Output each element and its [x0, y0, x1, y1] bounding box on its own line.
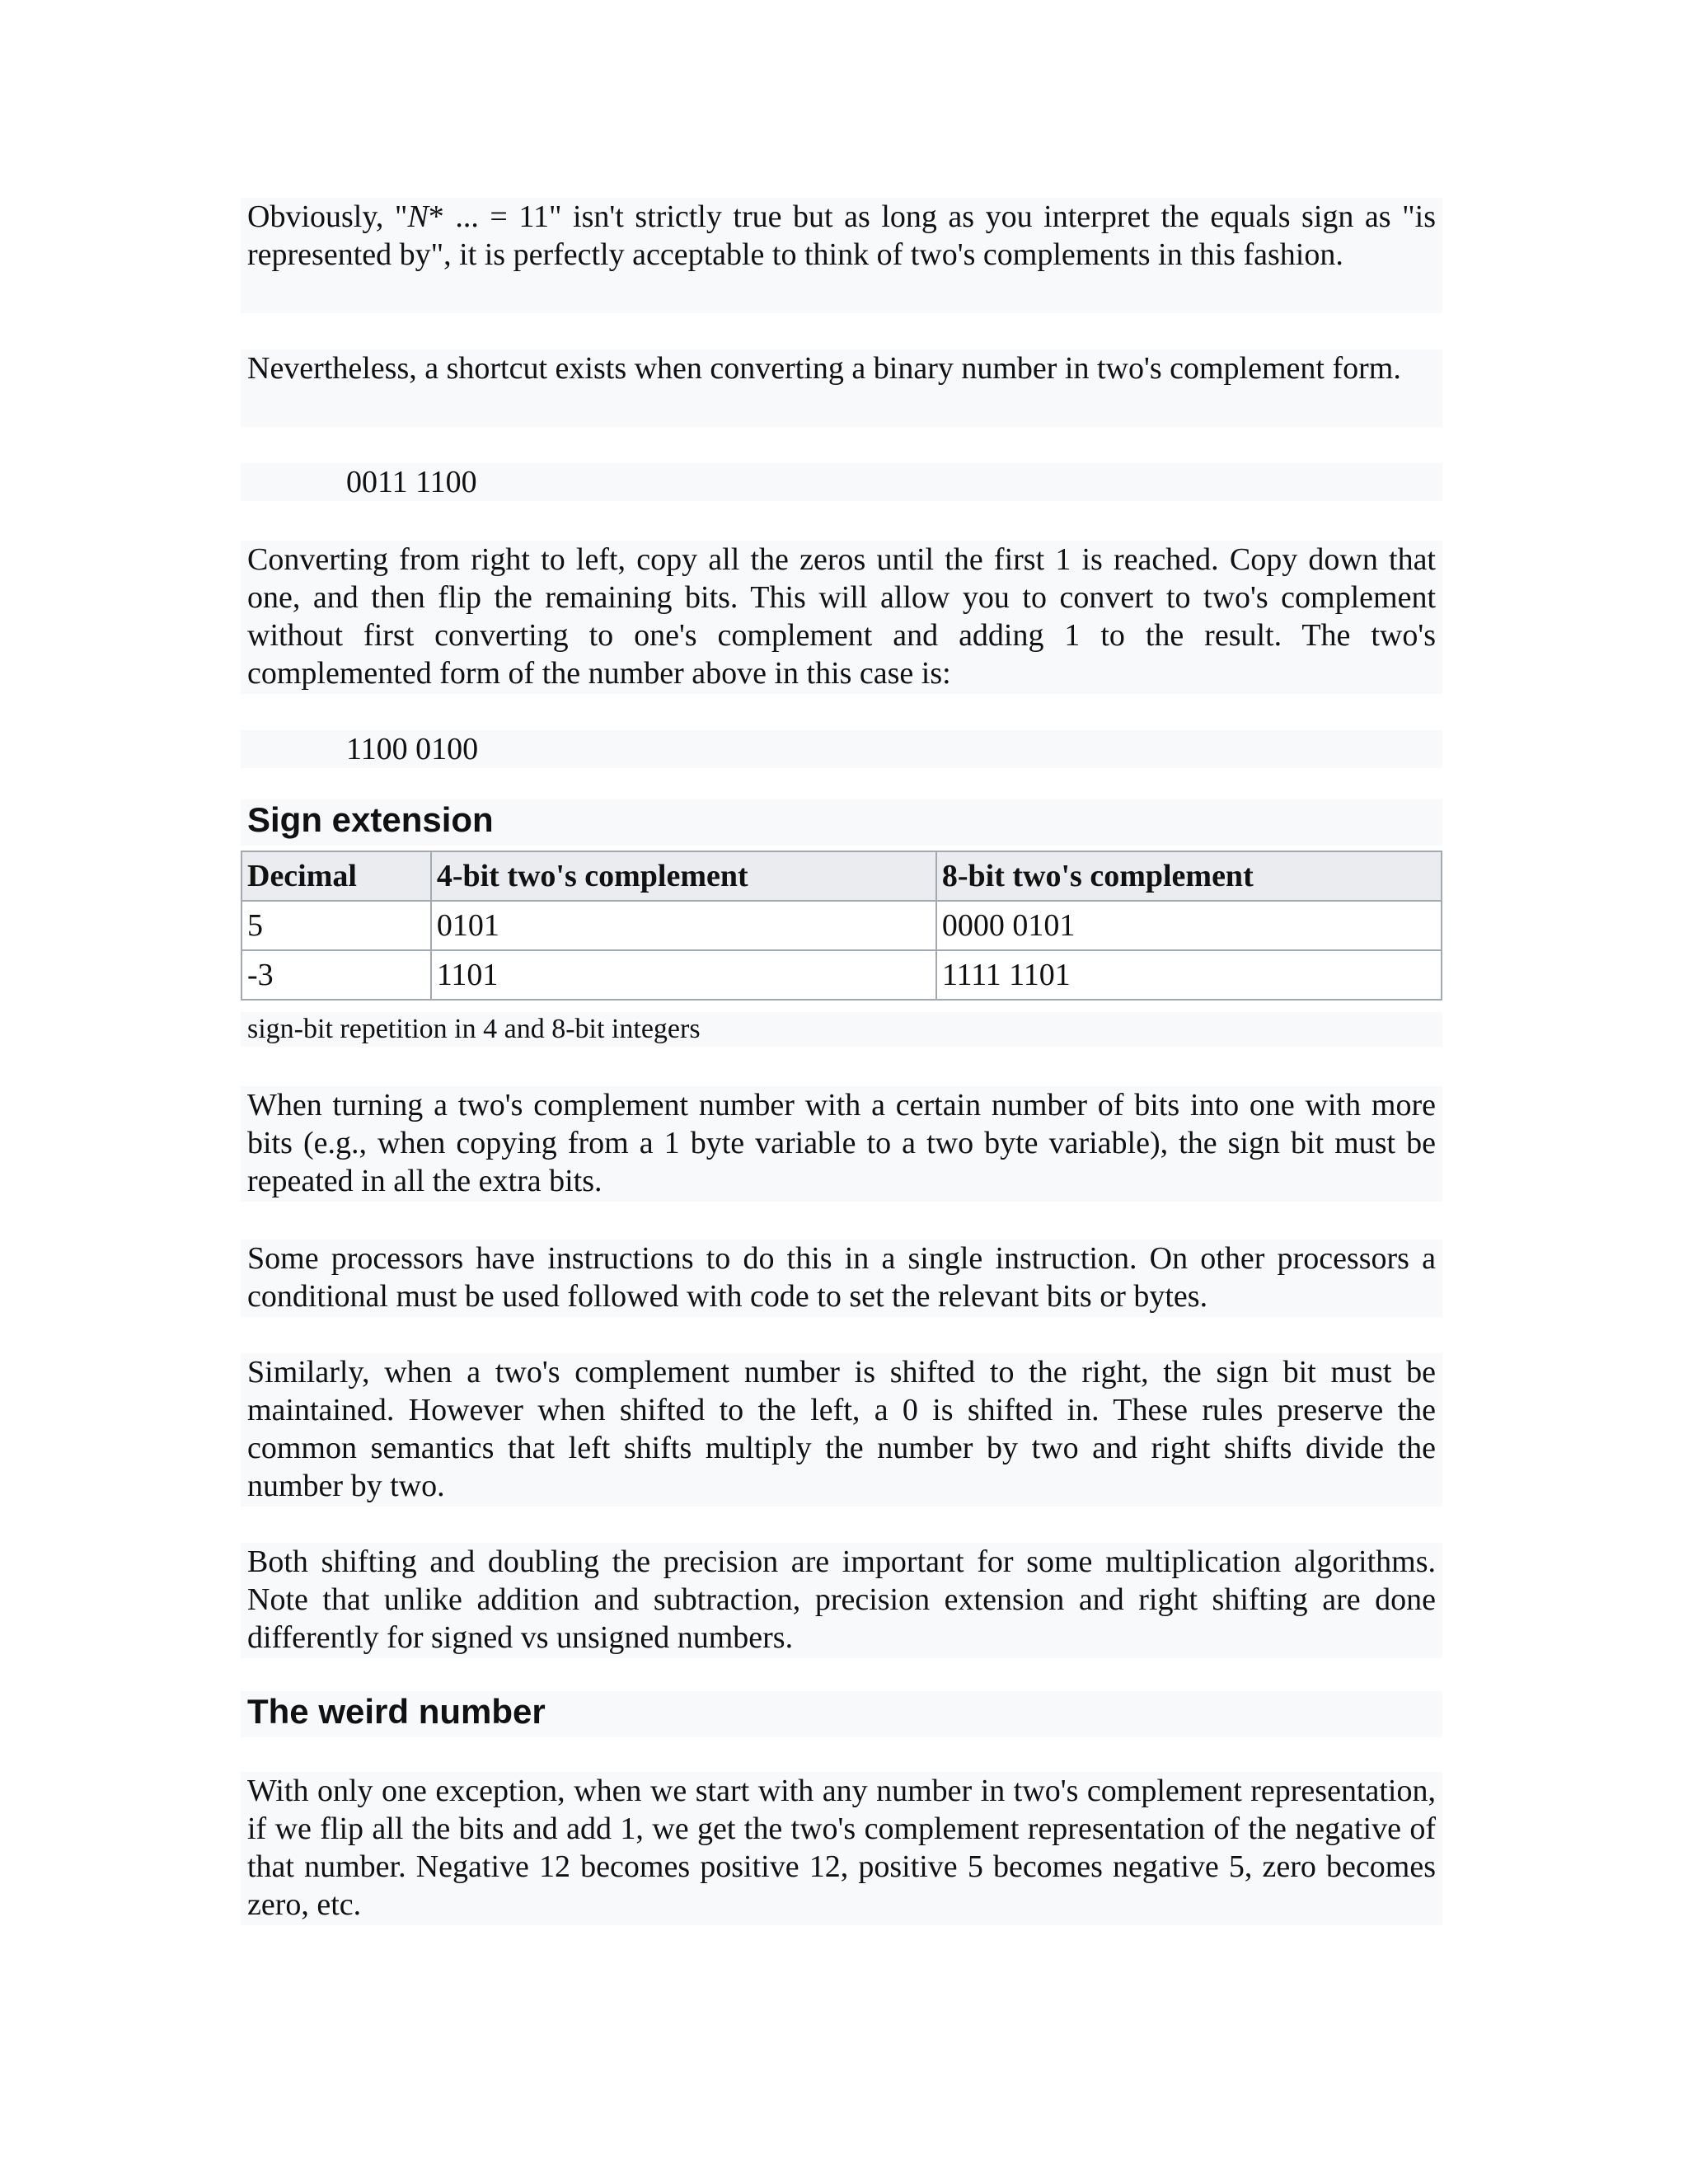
paragraph-obviously: Obviously, "N* ... = 11" isn't strictly true but as long as you interpret the equals sign as "is represented by", it is perfectly acceptable to think of two's complements in this fashion. [247, 199, 1436, 272]
paragraph-block [241, 198, 1442, 313]
code-block [241, 730, 1442, 768]
table-cell: -3 [241, 950, 431, 1000]
table-cell: 5 [241, 901, 431, 950]
table-cell: 0101 [431, 901, 936, 950]
paragraph-block [241, 1240, 1442, 1317]
table-row [241, 901, 1442, 950]
paragraph-some-processors: Some processors have instructions to do this in a single instruction. On other processors a conditional must be used followed with code to set the relevant bits or bytes. [247, 1241, 1436, 1314]
table-caption: sign-bit repetition in 4 and 8-bit integers [241, 1012, 1442, 1047]
table-header-cell: 8-bit two's complement [936, 851, 1442, 901]
paragraph-block [241, 1086, 1442, 1202]
paragraph-similarly: Similarly, when a two's complement number is shifted to the right, the sign bit must be maintained. However when shifted to the left, a 0 is shifted in. These rules preserve the common semantics that left shifts multiply the number by two and right shifts divide the number by two. [247, 1355, 1436, 1503]
heading-block [241, 799, 1442, 846]
paragraph-only-one-exception: With only one exception, when we start with any number in two's complement representation, if we flip all the bits and add 1, we get the two's complement representation of the negative of that number. Negative 12 becomes positive 12, positive 5 becomes negative 5, zero becomes zero, etc. [247, 1774, 1436, 1922]
heading-sign-extension: Sign extension [247, 800, 494, 839]
paragraph-block [241, 349, 1442, 427]
paragraph-when-turning: When turning a two's complement number with a certain number of bits into one with more bits (e.g., when copying from a 1 byte variable to a two byte variable), the sign bit must be repeated in all the extra bits. [247, 1088, 1436, 1198]
heading-weird-number: The weird number [247, 1692, 546, 1731]
table-header-row [241, 851, 1442, 901]
table-cell: 1101 [431, 950, 936, 1000]
paragraph-block [241, 1353, 1442, 1507]
sign-extension-table [241, 851, 1442, 1001]
binary-value-complemented: 1100 0100 [346, 732, 479, 766]
paragraph-both-shifting: Both shifting and doubling the precision are important for some multiplication algorithms. Note that unlike addition and subtraction, precision extension and right shifting are done differently for signed vs unsigned numbers. [247, 1544, 1436, 1655]
paragraph-block [241, 541, 1442, 694]
heading-block [241, 1691, 1442, 1737]
code-block [241, 463, 1442, 501]
table-header-cell: Decimal [241, 851, 431, 901]
paragraph-block [241, 1772, 1442, 1925]
paragraph-nevertheless: Nevertheless, a shortcut exists when converting a binary number in two's complement form. [247, 351, 1401, 386]
table-cell: 1111 1101 [936, 950, 1442, 1000]
paragraph-block [241, 1543, 1442, 1658]
binary-value-original: 0011 1100 [346, 465, 477, 499]
table-header-cell: 4-bit two's complement [431, 851, 936, 901]
table-row [241, 950, 1442, 1000]
table-cell: 0000 0101 [936, 901, 1442, 950]
paragraph-converting: Converting from right to left, copy all the zeros until the first 1 is reached. Copy down that one, and then flip the remaining bits. This will allow you to convert to two's complement without first converting to one's complement and adding 1 to the result. The two's complemented form of the number above in this case is: [247, 542, 1436, 691]
